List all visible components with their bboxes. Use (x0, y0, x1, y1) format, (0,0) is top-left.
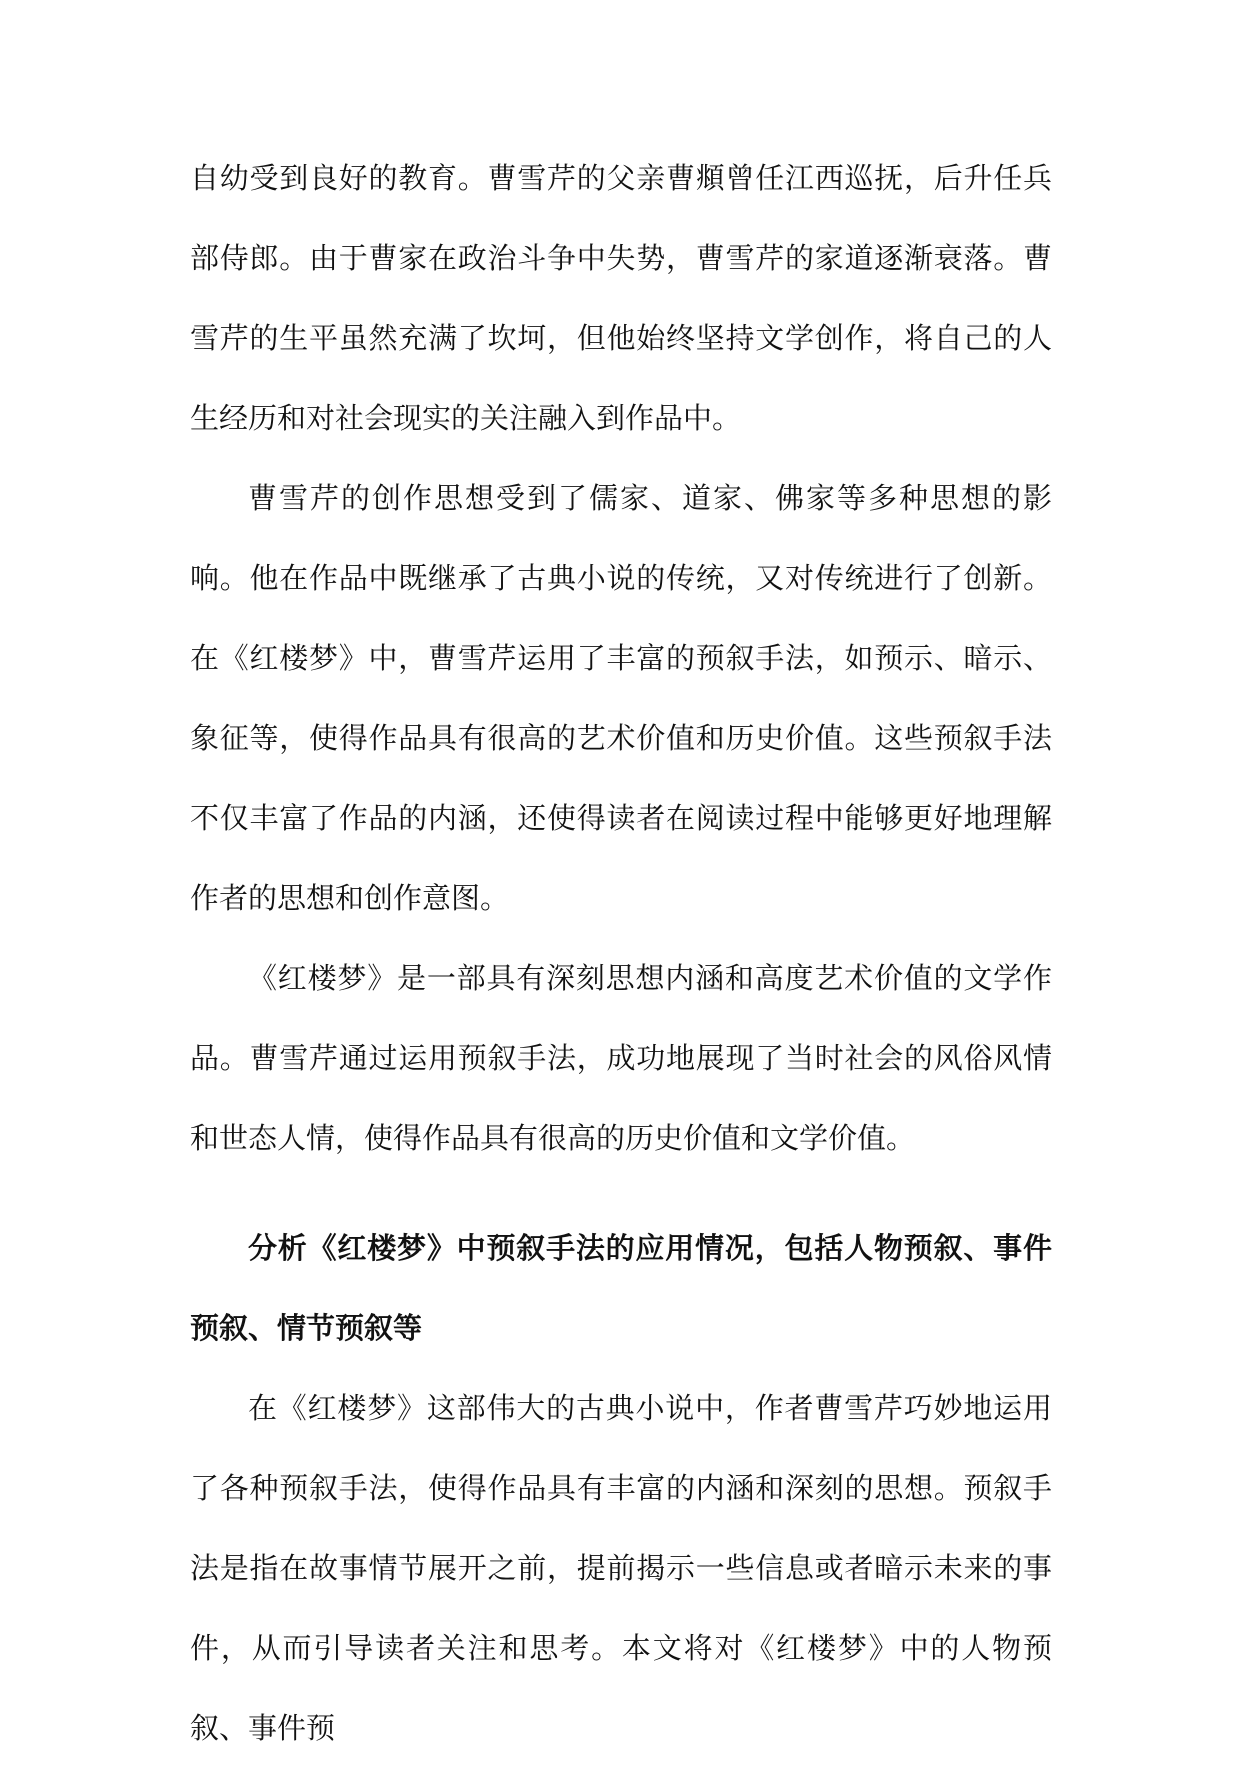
document-body (190, 138, 1052, 1768)
paragraph: 在《红楼梦》这部伟大的古典小说中，作者曹雪芹巧妙地运用了各种预叙手法，使得作品具有丰富的内涵和深刻的思想。预叙手法是指在故事情节展开之前，提前揭示一些信息或者暗示未来的事件，从而引导读者关注和思考。本文将对《红楼梦》中的人物预叙、事件预 (190, 1391, 1052, 1745)
paragraph-continued: 自幼受到良好的教育。曹雪芹的父亲曹頫曾任江西巡抚，后升任兵部侍郎。由于曹家在政治斗争中失势，曹雪芹的家道逐渐衰落。曹雪芹的生平虽然充满了坎坷，但他始终坚持文学创作，将自己的人生经历和对社会现实的关注融入到作品中。 (190, 161, 1052, 435)
paragraph: 曹雪芹的创作思想受到了儒家、道家、佛家等多种思想的影响。他在作品中既继承了古典小说的传统，又对传统进行了创新。在《红楼梦》中，曹雪芹运用了丰富的预叙手法，如预示、暗示、象征等，使得作品具有很高的艺术价值和历史价值。这些预叙手法不仅丰富了作品的内涵，还使得读者在阅读过程中能够更好地理解作者的思想和创作意图。 (190, 481, 1052, 915)
section-heading: 分析《红楼梦》中预叙手法的应用情况，包括人物预叙、事件预叙、情节预叙等 (190, 1231, 1052, 1345)
paragraph: 《红楼梦》是一部具有深刻思想内涵和高度艺术价值的文学作品。曹雪芹通过运用预叙手法，成功地展现了当时社会的风俗风情和世态人情，使得作品具有很高的历史价值和文学价值。 (190, 961, 1052, 1155)
